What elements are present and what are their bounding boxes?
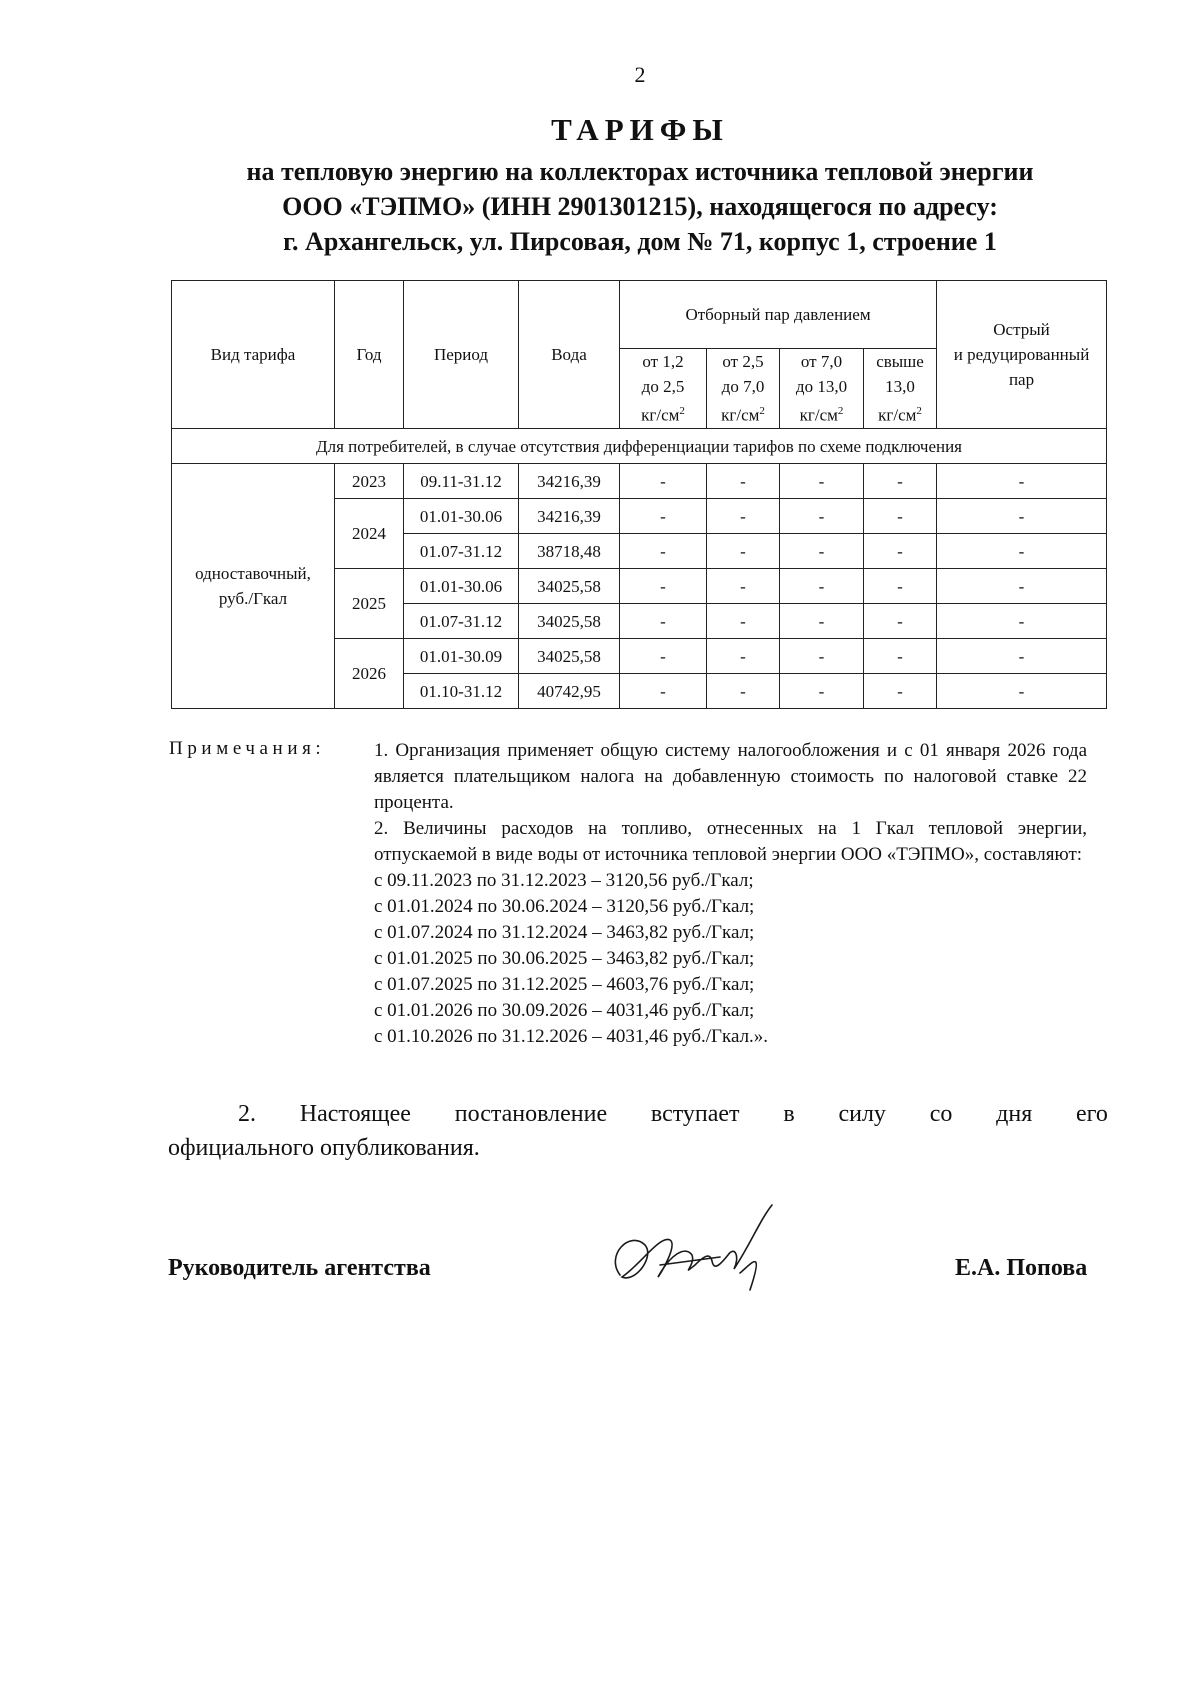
- period-cell: 01.01-30.06: [404, 569, 519, 604]
- period-cell: 09.11-31.12: [404, 464, 519, 499]
- unit-text: кг/см: [799, 405, 838, 425]
- water-cell: 34025,58: [519, 604, 620, 639]
- steam-cell: -: [620, 534, 707, 569]
- table-row: [172, 464, 1107, 499]
- steam-cell: -: [620, 674, 707, 709]
- steam-cell: -: [780, 499, 864, 534]
- clause-word: дня: [996, 1101, 1033, 1127]
- period-cell: 01.01-30.06: [404, 499, 519, 534]
- steam-cell: -: [707, 464, 780, 499]
- fuel-cost-line: с 01.07.2024 по 31.12.2024 – 3463,82 руб./Гкал;: [374, 922, 755, 943]
- fuel-cost-line: с 01.07.2025 по 31.12.2025 – 4603,76 руб./Гкал;: [374, 974, 755, 995]
- steam-cell: -: [864, 639, 937, 674]
- sharp-cell: -: [937, 534, 1107, 569]
- sharp-cell: -: [937, 639, 1107, 674]
- header-steam-col-4: [864, 349, 937, 429]
- clause-word: его: [1076, 1101, 1108, 1127]
- steam-cell: -: [707, 639, 780, 674]
- fuel-cost-line: с 01.01.2024 по 30.06.2024 – 3120,56 руб./Гкал;: [374, 896, 755, 917]
- header-steam-2-from: от 2,5: [722, 352, 764, 372]
- clause-line-1: [168, 1097, 1108, 1131]
- signer-position: Руководитель агентства: [168, 1255, 431, 1281]
- sharp-cell: -: [937, 604, 1107, 639]
- tariff-unit: руб./Гкал: [218, 589, 288, 608]
- steam-cell: -: [707, 569, 780, 604]
- steam-cell: -: [620, 569, 707, 604]
- header-steam-4-to: 13,0: [885, 377, 915, 397]
- title-main: ТАРИФЫ: [551, 112, 729, 147]
- steam-cell: -: [707, 499, 780, 534]
- steam-cell: -: [780, 674, 864, 709]
- header-steam-3-from: от 7,0: [800, 352, 843, 372]
- clause-word: Настоящее: [299, 1101, 411, 1127]
- fuel-cost-line: с 01.01.2026 по 30.09.2026 – 4031,46 руб./Гкал;: [374, 1000, 755, 1021]
- sharp-cell: -: [937, 499, 1107, 534]
- handwritten-signature: [600, 1195, 780, 1305]
- steam-cell: -: [707, 604, 780, 639]
- sharp-cell: -: [937, 569, 1107, 604]
- steam-cell: -: [864, 464, 937, 499]
- tariff-name: одноставочный,: [195, 564, 311, 583]
- header-water: Вода: [519, 281, 620, 429]
- water-cell: 34025,58: [519, 639, 620, 674]
- header-steam-1-unit: [622, 399, 704, 428]
- steam-cell: -: [864, 604, 937, 639]
- header-sharp-l2: и редуцированный: [953, 345, 1090, 364]
- header-steam-1-to: до 2,5: [641, 377, 685, 397]
- clause-line-2: официального опубликования.: [168, 1135, 480, 1161]
- fuel-cost-line: с 01.01.2025 по 30.06.2025 – 3463,82 руб./Гкал;: [374, 948, 755, 969]
- year-cell: 2026: [335, 639, 404, 709]
- header-steam-col-2: [707, 349, 780, 429]
- steam-cell: -: [864, 569, 937, 604]
- title-line-1: на тепловую энергию на коллекторах источника тепловой энергии: [246, 157, 1034, 186]
- water-cell: 34216,39: [519, 464, 620, 499]
- water-cell: 38718,48: [519, 534, 620, 569]
- unit-sup: 2: [916, 405, 922, 418]
- page-number: 2: [634, 62, 646, 87]
- steam-cell: -: [620, 639, 707, 674]
- water-cell: 40742,95: [519, 674, 620, 709]
- steam-cell: -: [864, 674, 937, 709]
- header-steam-2-unit: [709, 399, 777, 428]
- document-title: [160, 112, 1120, 259]
- notes-label: Примечания:: [169, 738, 326, 759]
- header-year: Год: [335, 281, 404, 429]
- clause-word: вступает: [650, 1101, 740, 1127]
- period-cell: 01.07-31.12: [404, 604, 519, 639]
- period-cell: 01.01-30.09: [404, 639, 519, 674]
- unit-sup: 2: [679, 405, 685, 418]
- fuel-cost-line: с 09.11.2023 по 31.12.2023 – 3120,56 руб./Гкал;: [374, 870, 754, 891]
- clause-number: 2.: [238, 1101, 256, 1127]
- steam-cell: -: [864, 499, 937, 534]
- clause-word: со: [929, 1101, 953, 1127]
- sharp-cell: -: [937, 464, 1107, 499]
- period-cell: 01.07-31.12: [404, 534, 519, 569]
- water-cell: 34025,58: [519, 569, 620, 604]
- steam-cell: -: [620, 604, 707, 639]
- steam-cell: -: [780, 464, 864, 499]
- steam-cell: -: [780, 604, 864, 639]
- header-steam-group: Отборный пар давлением: [620, 281, 937, 349]
- year-cell: 2025: [335, 569, 404, 639]
- steam-cell: -: [780, 639, 864, 674]
- header-steam-1-from: от 1,2: [642, 352, 684, 372]
- tariff-name-cell: [172, 464, 335, 709]
- steam-cell: -: [707, 674, 780, 709]
- header-steam-3-to: до 13,0: [795, 377, 848, 397]
- header-sharp-l1: Острый: [993, 320, 1050, 339]
- unit-sup: 2: [837, 405, 844, 418]
- header-steam-2-to: до 7,0: [721, 377, 765, 397]
- header-sharp-steam: [937, 281, 1107, 429]
- unit-sup: 2: [759, 405, 765, 418]
- header-sharp-l3: пар: [1008, 370, 1035, 389]
- year-cell: 2024: [335, 499, 404, 569]
- clause-word: в: [783, 1101, 795, 1127]
- steam-cell: -: [620, 464, 707, 499]
- note-item-1: 1. Организация применяет общую систему налогообложения и с 01 января 2026 года является плательщиком налога на добавленную стоимость по налоговой ставке 22 процента.: [374, 740, 1087, 813]
- period-cell: 01.10-31.12: [404, 674, 519, 709]
- clause-2: [168, 1097, 1108, 1165]
- fuel-cost-line: с 01.10.2026 по 31.12.2026 – 4031,46 руб./Гкал.».: [374, 1026, 769, 1047]
- clause-word: силу: [838, 1101, 886, 1127]
- title-line-2: ООО «ТЭПМО» (ИНН 2901301215), находящегося по адресу:: [282, 192, 998, 221]
- consumer-note: Для потребителей, в случае отсутствия дифференциации тарифов по схеме подключения: [172, 429, 1107, 464]
- header-tariff-type: Вид тарифа: [172, 281, 335, 429]
- title-line-3: г. Архангельск, ул. Пирсовая, дом № 71, корпус 1, строение 1: [283, 227, 997, 256]
- header-steam-3-unit: [782, 399, 861, 428]
- sharp-cell: -: [937, 674, 1107, 709]
- unit-text: кг/см: [878, 405, 917, 425]
- header-steam-col-1: [620, 349, 707, 429]
- header-period: Период: [404, 281, 519, 429]
- header-steam-4-unit: [866, 399, 934, 428]
- steam-cell: -: [620, 499, 707, 534]
- unit-text: кг/см: [721, 405, 760, 425]
- clause-word: постановление: [454, 1101, 608, 1127]
- steam-cell: -: [707, 534, 780, 569]
- unit-text: кг/см: [641, 405, 680, 425]
- header-steam-col-3: [780, 349, 864, 429]
- notes-body: [374, 738, 1087, 1050]
- note-item-2: 2. Величины расходов на топливо, отнесенных на 1 Гкал тепловой энергии, отпускаемой в виде воды от источника тепловой энергии ООО «ТЭПМО», составляют:: [374, 818, 1087, 865]
- water-cell: 34216,39: [519, 499, 620, 534]
- tariff-table: [171, 280, 1107, 709]
- header-steam-4-from: свыше: [876, 352, 924, 372]
- steam-cell: -: [780, 569, 864, 604]
- signer-name: Е.А. Попова: [955, 1255, 1088, 1281]
- steam-cell: -: [864, 534, 937, 569]
- year-cell: 2023: [335, 464, 404, 499]
- steam-cell: -: [780, 534, 864, 569]
